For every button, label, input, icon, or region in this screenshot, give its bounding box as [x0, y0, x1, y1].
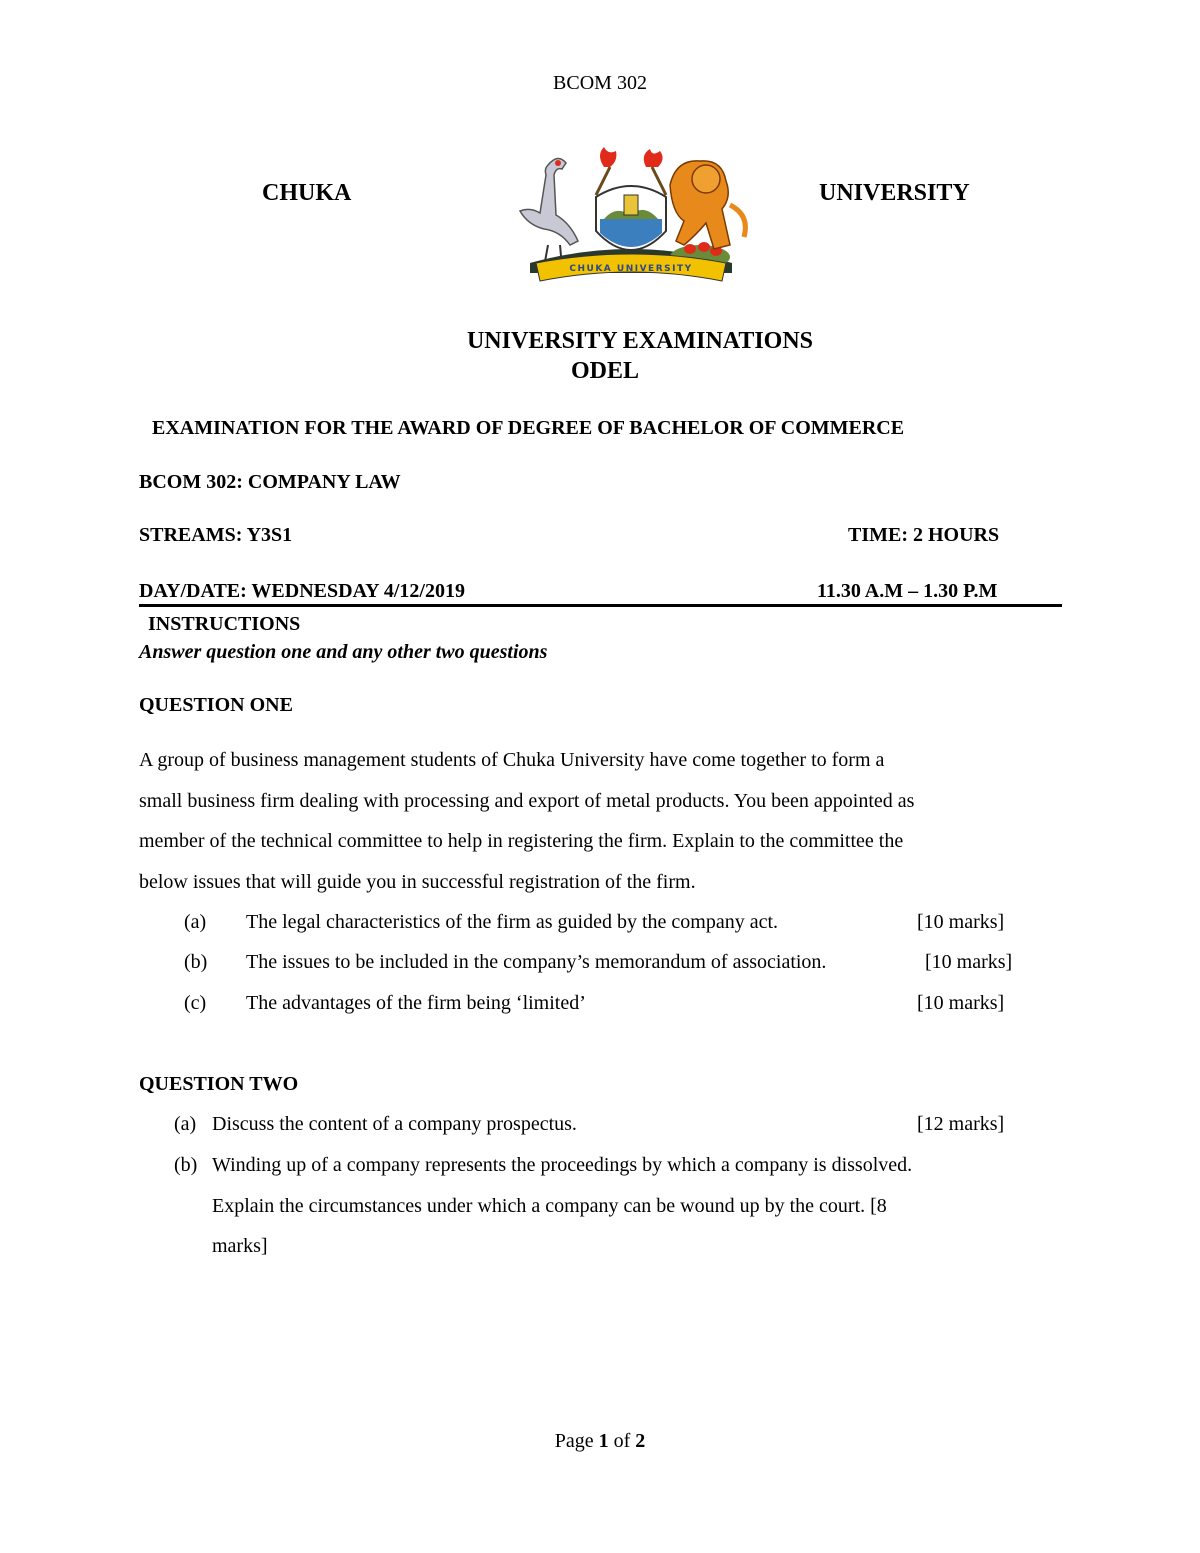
- question-one-item-marks: [10 marks]: [917, 992, 1005, 1014]
- question-one-item-marks: [10 marks]: [917, 911, 1005, 933]
- question-two-item-text: Discuss the content of a company prospectus.: [212, 1113, 577, 1135]
- question-one-item-text: The legal characteristics of the firm as guided by the company act.: [246, 911, 779, 933]
- question-one-item-text: The issues to be included in the company’s memorandum of association.: [246, 951, 827, 973]
- question-two-heading: QUESTION TWO: [139, 1073, 299, 1095]
- question-one-heading: QUESTION ONE: [139, 694, 293, 716]
- question-two-item-text: Explain the circumstances under which a company can be wound up by the court. [8: [212, 1195, 887, 1217]
- streams: STREAMS: Y3S1: [139, 524, 293, 546]
- exam-mode: ODEL: [570, 358, 639, 384]
- question-two-item-label: (a): [174, 1113, 197, 1135]
- award-title: EXAMINATION FOR THE AWARD OF DEGREE OF BACHELOR OF COMMERCE: [152, 417, 905, 439]
- question-one-line: A group of business management students of Chuka University have come together to form a: [139, 749, 885, 771]
- exam-date: DAY/DATE: WEDNESDAY 4/12/2019: [139, 580, 465, 602]
- university-crest-icon: [500, 145, 762, 295]
- university-name-left: CHUKA: [262, 180, 352, 206]
- page-separator: of: [608, 1430, 636, 1452]
- exam-title: UNIVERSITY EXAMINATIONS: [466, 328, 814, 354]
- page-current: 1: [598, 1430, 609, 1452]
- instructions-heading: INSTRUCTIONS: [148, 613, 301, 635]
- crest-ribbon-text: CHUKA UNIVERSITY: [569, 264, 693, 274]
- question-one-line: small business firm dealing with processing and export of metal products. You been appointed as: [139, 790, 915, 812]
- header-rule: [139, 604, 1062, 607]
- course-title: BCOM 302: COMPANY LAW: [139, 471, 401, 493]
- question-one-item-label: (a): [184, 911, 207, 933]
- instructions-text: Answer question one and any other two questions: [139, 641, 548, 663]
- question-two-item-marks: [12 marks]: [917, 1113, 1005, 1135]
- university-name-right: UNIVERSITY: [819, 180, 970, 206]
- question-two-item-text: marks]: [212, 1235, 268, 1257]
- question-one-item-label: (b): [184, 951, 208, 973]
- exam-session-time: 11.30 A.M – 1.30 P.M: [817, 580, 998, 602]
- page-number: [0, 1430, 1200, 1453]
- question-one-line: member of the technical committee to help in registering the firm. Explain to the committee the: [139, 830, 904, 852]
- exam-duration: TIME: 2 HOURS: [848, 524, 1000, 546]
- page-prefix: Page: [554, 1430, 599, 1452]
- question-one-item-marks: [10 marks]: [925, 951, 1013, 973]
- question-two-item-text: Winding up of a company represents the proceedings by which a company is dissolved.: [212, 1154, 913, 1176]
- question-one-item-label: (c): [184, 992, 207, 1014]
- question-one-line: below issues that will guide you in successful registration of the firm.: [139, 871, 696, 893]
- question-one-item-text: The advantages of the firm being ‘limited’: [246, 992, 586, 1014]
- question-two-item-label: (b): [174, 1154, 198, 1176]
- running-header: BCOM 302: [553, 72, 647, 94]
- page-total: 2: [635, 1430, 646, 1452]
